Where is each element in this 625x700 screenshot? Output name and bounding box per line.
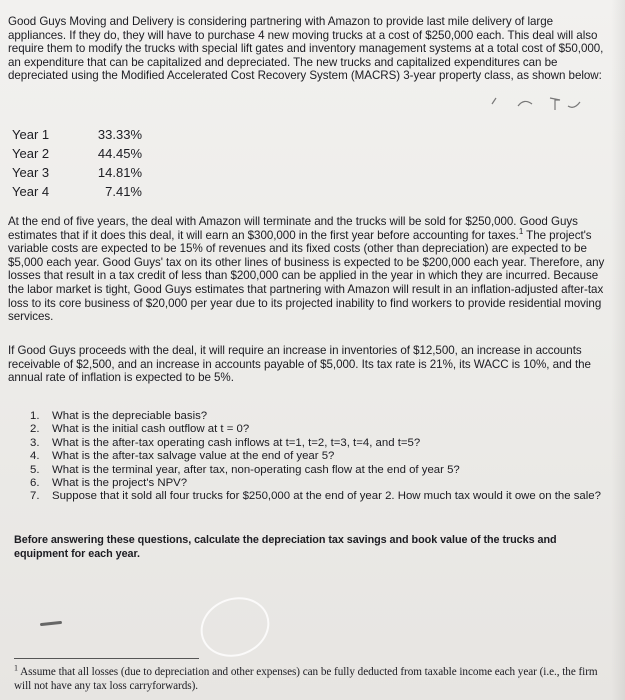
footnote-number: 1 <box>14 663 18 673</box>
page-edge-shadow <box>611 0 625 700</box>
pen-mark <box>40 621 62 626</box>
macrs-row <box>12 163 162 182</box>
question-number: 7. <box>30 490 40 503</box>
question-number: 6. <box>30 477 40 490</box>
macrs-rate: 14.81% <box>97 165 142 180</box>
macrs-rate: 44.45% <box>97 146 142 161</box>
project-details-text: At the end of five years, the deal with Amazon will terminate and the trucks will be sold for $250,000. Good Guys estimates that if it does this deal, it will earn an $300,000 in the first year before accounting for taxes. <box>8 215 578 242</box>
footnote-text: Assume that all losses (due to depreciation and other expenses) can be fully deducted from taxable income each year (i.e., the firm will not have any tax loss carryforwards). <box>14 666 598 692</box>
question-number: 5. <box>30 463 40 476</box>
question-item <box>30 450 605 463</box>
footnote-reference: 1 <box>518 226 524 236</box>
question-text: What is the project's NPV? <box>52 477 188 490</box>
question-text: What is the terminal year, after tax, non-operating cash flow at the end of year 5? <box>52 463 460 476</box>
working-capital-paragraph: If Good Guys proceeds with the deal, it will require an increase in inventories of $12,500, an increase in accounts receivable of $2,500, and an increase in accounts payable of $5,000. Its tax rate is 21%, its WACC is 10%, and the annual rate of inflation is expected to be 5%. <box>8 344 591 385</box>
macrs-table <box>12 125 162 201</box>
macrs-year: Year 3 <box>12 165 50 180</box>
question-number: 2. <box>30 423 40 436</box>
question-list <box>30 410 605 504</box>
macrs-rate: 33.33% <box>97 127 142 142</box>
question-number: 1. <box>30 410 40 422</box>
intro-paragraph: Good Guys Moving and Delivery is considering partnering with Amazon to provide last mile delivery of large appliances. If they do, they will have to purchase 4 new moving trucks at a cost of $250,000 each. This deal will also require them to modify the trucks with special lift gates and inventory management systems at a total cost of $50,000, an expenditure that can be capitalized and depreciated. The new trucks and capitalized expenditures can be depreciated using the Modified Accelerated Cost Recovery System (MACRS) 3-year property class, as shown below: <box>8 15 604 83</box>
question-text: What is the initial cash outflow at t = 0? <box>52 423 250 436</box>
question-number: 3. <box>30 436 40 449</box>
question-item <box>30 490 605 503</box>
question-text: What is the depreciable basis? <box>52 410 208 422</box>
glare-ring <box>192 588 278 666</box>
handwritten-scribble <box>488 92 588 110</box>
project-details-text-continued: The project's variable costs are expected to be 15% of revenues and its fixed costs (other than depreciation) are expected to be $5,000 each year. Good Guys' tax on its other lines of business is expected to be $200,000 each year. Therefore, any losses that result in a tax credit of less than $200,000 can be applied in the year in which they are incurred. Because the labor market is tight, Good Guys estimates that partnering with Amazon will result in an inflation-adjusted after-tax loss to its core business of $20,000 per year due to its projected inability to find workers to provide residential moving services. <box>8 228 605 324</box>
question-text: Suppose that it sold all four trucks for $250,000 at the end of year 2. How much tax would it owe on the sale? <box>52 490 601 503</box>
macrs-rate: 7.41% <box>105 184 142 199</box>
closing-instruction: Before answering these questions, calculate the depreciation tax savings and book value of the trucks and equipment for each year. <box>14 534 557 560</box>
question-item <box>30 477 605 490</box>
question-text: What is the after-tax operating cash inflows at t=1, t=2, t=3, t=4, and t=5? <box>52 436 421 449</box>
footnote <box>14 665 604 693</box>
question-item <box>30 410 605 423</box>
question-item <box>30 423 605 436</box>
macrs-row <box>12 182 162 201</box>
question-item <box>30 437 605 450</box>
macrs-row <box>12 144 162 163</box>
question-number: 4. <box>30 450 40 463</box>
question-item <box>30 464 605 477</box>
project-details-paragraph <box>8 215 610 324</box>
macrs-year: Year 1 <box>12 127 50 142</box>
macrs-year: Year 4 <box>12 184 50 199</box>
question-text: What is the after-tax salvage value at the end of year 5? <box>52 450 335 463</box>
footnote-divider <box>14 658 199 659</box>
macrs-row <box>12 125 162 144</box>
macrs-year: Year 2 <box>12 146 50 161</box>
